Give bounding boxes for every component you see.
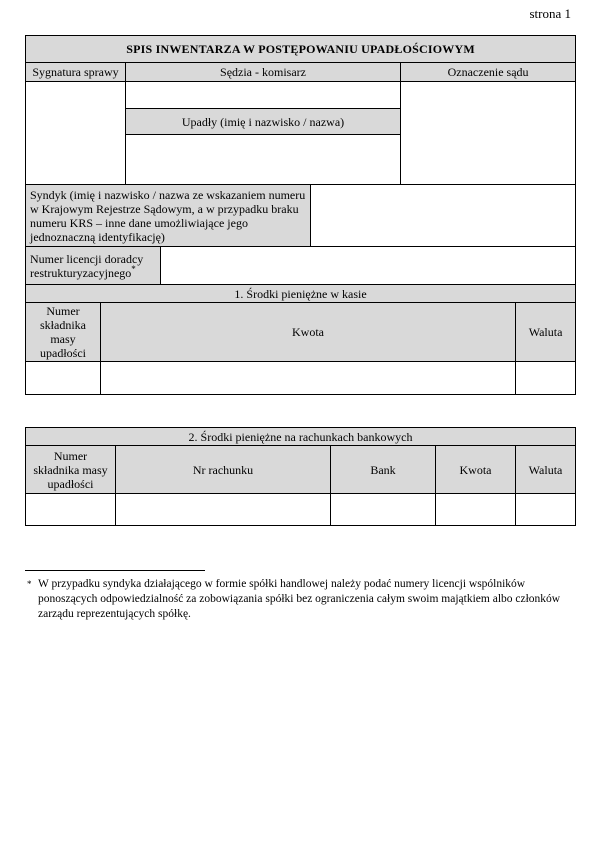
licencja-row [26,247,576,285]
field-upadly[interactable] [126,135,401,185]
field-sygnatura-sprawy[interactable] [26,82,126,185]
form-fields-row-1 [26,82,576,109]
section2-column-header-row [26,446,576,494]
field-oznaczenie-sadu[interactable] [401,82,576,185]
section2-cell-numer-skladnika[interactable] [26,494,116,526]
field-syndyk[interactable] [311,185,576,247]
page-number: strona 1 [529,6,571,21]
footnote-text [25,577,575,622]
section2-empty-row [26,494,576,526]
form-title-row [26,36,576,63]
section2-cell-bank[interactable] [331,494,436,526]
bank-accounts-table [25,427,576,526]
section1-title-row [26,285,576,303]
form-header-row [26,63,576,82]
header-sedzia-komisarz: Sędzia - komisarz [126,63,401,82]
section1-col-numer-skladnika: Numer składnika masy upadłości [26,303,101,362]
section2-cell-nr-rachunku[interactable] [116,494,331,526]
section1-col-waluta: Waluta [516,303,576,362]
label-numer-licencji [26,247,161,285]
footnote-mark: * [27,579,32,589]
inventory-form-table [25,35,576,395]
licencja-footnote-mark: * [131,263,136,274]
form-title: SPIS INWENTARZA W POSTĘPOWANIU UPADŁOŚCIOWYM [26,36,576,63]
section2-title-row [26,428,576,446]
section2-col-kwota: Kwota [436,446,516,494]
section1-cell-kwota[interactable] [101,362,516,395]
header-upadly: Upadły (imię i nazwisko / nazwa) [126,109,401,135]
header-sygnatura-sprawy: Sygnatura sprawy [26,63,126,82]
section2-cell-waluta[interactable] [516,494,576,526]
licencja-label-text: Numer licencji doradcy restrukturyzacyjnego [30,251,144,280]
label-syndyk: Syndyk (imię i nazwisko / nazwa ze wskazaniem numeru w Krajowym Rejestrze Sądowym, a w przypadku braku numeru KRS – inne dane umożliwiające jego jednoznaczną identyfikację) [26,185,311,247]
section1-column-header-row [26,303,576,362]
section1-title: 1. Środki pieniężne w kasie [26,285,576,303]
section2-cell-kwota[interactable] [436,494,516,526]
footnote-body: W przypadku syndyka działającego w formie spółki handlowej należy podać numery licencji wspólników ponoszących odpowiedzialność za zobowiązania spółki bez ograniczenia całym swoim majątkiem albo członków zarządu reprezentujących spółkę. [38,578,561,620]
section1-empty-row [26,362,576,395]
section2-title: 2. Środki pieniężne na rachunkach bankowych [26,428,576,446]
syndyk-row [26,185,576,247]
section2-col-numer-skladnika: Numer składnika masy upadłości [26,446,116,494]
section2-col-waluta: Waluta [516,446,576,494]
section1-col-kwota: Kwota [101,303,516,362]
section1-cell-numer-skladnika[interactable] [26,362,101,395]
header-oznaczenie-sadu: Oznaczenie sądu [401,63,576,82]
section2-col-bank: Bank [331,446,436,494]
field-numer-licencji[interactable] [161,247,576,285]
footnote [25,570,575,622]
footnote-separator [25,570,205,571]
field-sedzia-komisarz[interactable] [126,82,401,109]
section2-col-nr-rachunku: Nr rachunku [116,446,331,494]
section1-cell-waluta[interactable] [516,362,576,395]
